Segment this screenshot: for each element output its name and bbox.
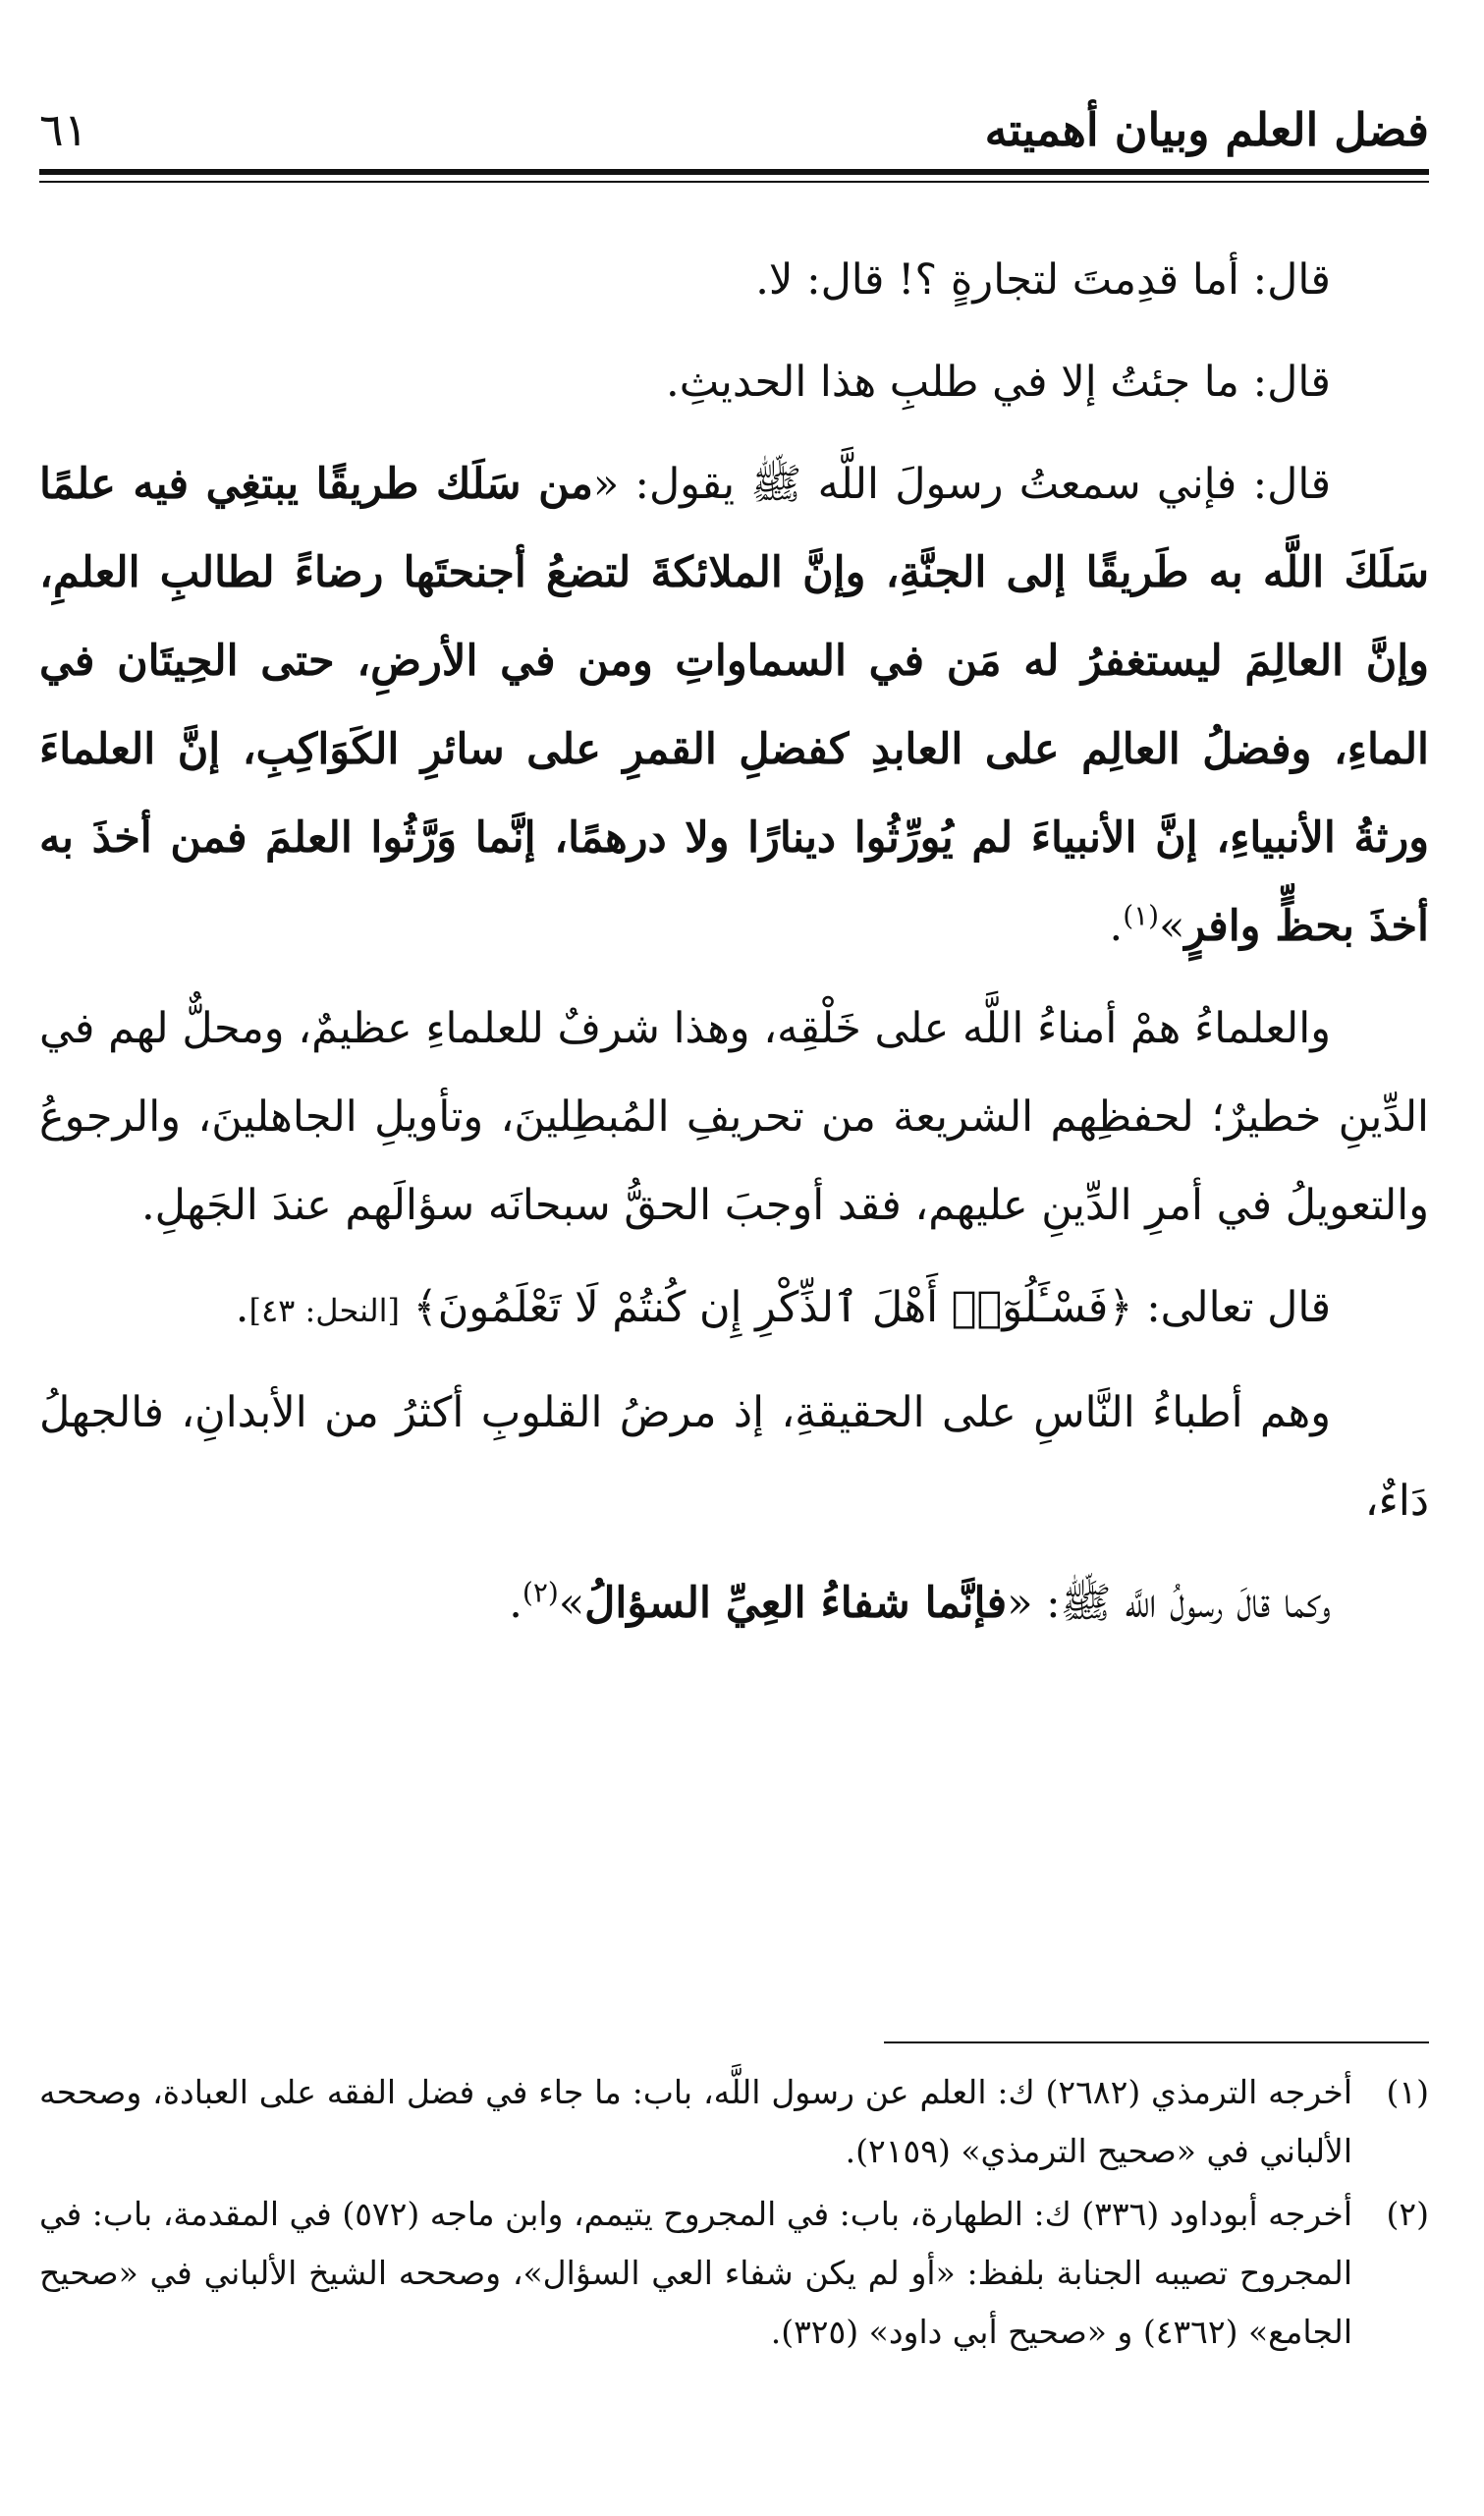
hadith-close-quote-2: » [558,1579,585,1628]
paragraph-2: قال: ما جئتُ إلا في طلبِ هذا الحديثِ. [666,358,1331,407]
paragraph-3 [39,440,1429,971]
footnote-number: (٢) [1386,2195,1429,2233]
header-rule-thick [39,169,1429,175]
header-rule-thin [39,181,1429,183]
footnote-number: (١) [1386,2073,1429,2111]
quran-reference: [النحل: ٤٣] [248,1292,400,1329]
paragraph-5 [39,1263,1429,1355]
paragraph-7-end: . [509,1579,522,1628]
page-number: ٦١ [39,103,88,156]
paragraph-5-end: . [235,1283,249,1332]
footnote-ref-1[interactable]: (١) [1123,899,1160,932]
footnote-text: أخرجه الترمذي (٢٦٨٢) ك: العلم عن رسول اللَّه، باب: ما جاء في فضل الفقه على العبادة، وصححه الألباني في «صحيح الترمذي» (٢١٥٩). [39,2073,1352,2170]
footnote-ref-2[interactable]: (٢) [522,1576,559,1609]
paragraph-1: قال: أما قدِمتَ لتجارةٍ ؟! قال: لا. [755,255,1331,305]
paragraph-7 [39,1559,1429,1648]
quran-verse: قال تعالى: ﴿فَسْـَٔلُوٓا۟ أَهْلَ ٱلذِّكْرِ إِن كُنتُمْ لَا تَعْلَمُونَ﴾ [412,1283,1331,1332]
paragraph-4: والعلماءُ همْ أمناءُ اللَّه على خَلْقِه، وهذا شرفٌ للعلماءِ عظيمٌ، ومحلٌّ لهم في الدِّينِ خطيرٌ؛ لحفظِهم الشريعة من تحريفِ المُبطِلينَ، وتأويلِ الجاهلينَ، والرجوعُ والتعويلُ في أمرِ الدِّينِ عليهم، فقد أوجبَ الحقُّ سبحانَه سؤالَهم عندَ الجَهلِ. [39,1004,1429,1230]
footnote-2 [39,2185,1429,2362]
hadith-intro: قال: فإني سمعتُ رسولَ اللَّه ﷺ يقول: « [592,460,1332,509]
hadith-text: من سَلَك طريقًا يبتغِي فيه علمًا سَلَكَ اللَّه به طَريقًا إلى الجنَّةِ، وإنَّ الملائكةَ لتضعُ أجنحتَها رضاءً لطالبِ العلمِ، وإنَّ العالِمَ ليستغفرُ له مَن في السماواتِ ومن في الأرضِ، حتى الحِيتَان في الماءِ، وفضلُ العالِم على العابدِ كفضلِ القمرِ على سائرِ الكَوَاكِبِ، إنَّ العلماءَ ورثةُ الأنبياءِ، إنَّ الأنبياءَ لم يُورِّثُوا دينارًا ولا درهمًا، إنَّما وَرَّثُوا العلمَ فمن أخذَ به أخذَ بحظٍّ وافرٍ [39,460,1429,951]
main-text [39,236,1429,1661]
paragraph-6: وهم أطباءُ النَّاسِ على الحقيقةِ، إذ مرضُ القلوبِ أكثرُ من الأبدانِ، فالجهلُ دَاءٌ، [39,1388,1429,1526]
paragraph-3-end: . [1109,902,1124,951]
footnote-separator [884,2041,1429,2043]
running-header [39,93,1429,162]
hadith-intro-2: وكما قالَ رسولُ اللَّه ﷺ: « [1007,1579,1331,1628]
hadith-text-2: فإنَّما شفاءُ العِيِّ السؤالُ [584,1579,1008,1628]
header-title: فضل العلم وبيان أهميته [984,103,1429,156]
footnote-1 [39,2063,1429,2181]
hadith-close-quote: » [1159,902,1185,951]
footnotes [39,2063,1429,2366]
footnote-text: أخرجه أبوداود (٣٣٦) ك: الطهارة، باب: في المجروح يتيمم، وابن ماجه (٥٧٢) في المقدمة، باب: في المجروح تصيبه الجنابة بلفظ: «أو لم يكن شفاء العي السؤال»، وصححه الشيخ الألباني في «صحيح الجامع» (٤٣٦٢) و «صحيح أبي داود» (٣٢٥). [39,2195,1352,2351]
